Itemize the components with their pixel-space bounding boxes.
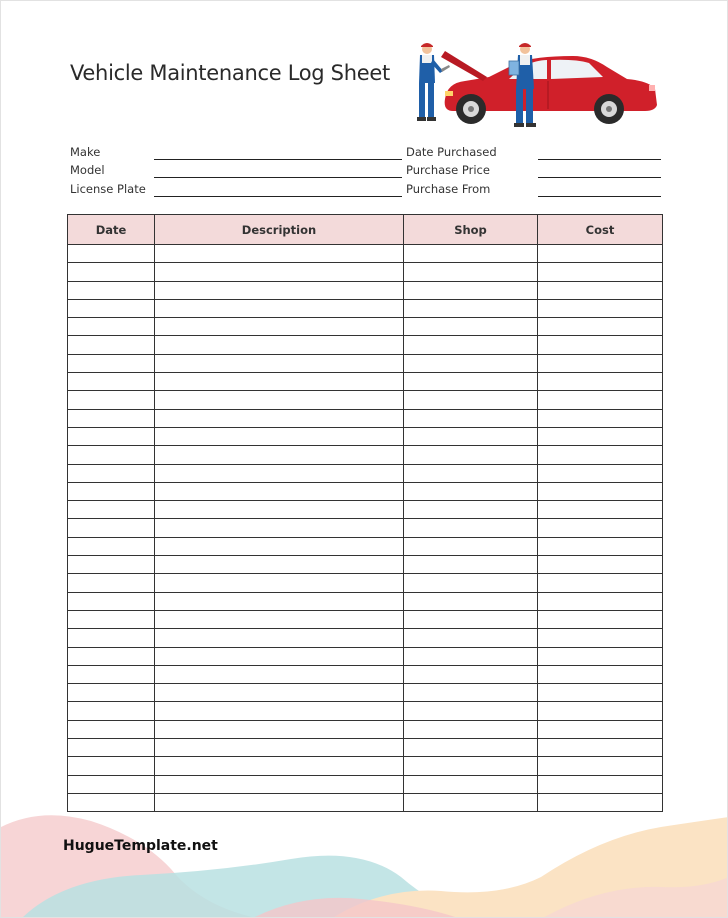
license-plate-field[interactable]	[154, 196, 402, 197]
cell-date[interactable]	[68, 354, 155, 372]
cell-shop[interactable]	[404, 775, 538, 793]
cell-shop[interactable]	[404, 427, 538, 445]
cell-description[interactable]	[155, 702, 404, 720]
cell-description[interactable]	[155, 318, 404, 336]
cell-cost[interactable]	[538, 409, 663, 427]
make-field[interactable]	[154, 159, 402, 160]
cell-description[interactable]	[155, 427, 404, 445]
cell-shop[interactable]	[404, 556, 538, 574]
table-row	[68, 665, 663, 683]
cell-date[interactable]	[68, 610, 155, 628]
cell-description[interactable]	[155, 610, 404, 628]
cell-cost[interactable]	[538, 501, 663, 519]
cell-cost[interactable]	[538, 757, 663, 775]
table-row	[68, 281, 663, 299]
cell-cost[interactable]	[538, 263, 663, 281]
cell-shop[interactable]	[404, 629, 538, 647]
cell-cost[interactable]	[538, 684, 663, 702]
cell-cost[interactable]	[538, 482, 663, 500]
table-body	[68, 245, 663, 812]
cell-description[interactable]	[155, 446, 404, 464]
decorative-waves	[1, 807, 728, 918]
cell-cost[interactable]	[538, 647, 663, 665]
cell-cost[interactable]	[538, 556, 663, 574]
column-header-description: Description	[155, 215, 404, 245]
cell-cost[interactable]	[538, 391, 663, 409]
table-row	[68, 702, 663, 720]
column-header-date: Date	[68, 215, 155, 245]
cell-description[interactable]	[155, 720, 404, 738]
mechanics-repairing-red-car-icon	[405, 39, 661, 131]
cell-shop[interactable]	[404, 519, 538, 537]
cell-cost[interactable]	[538, 702, 663, 720]
cell-date[interactable]	[68, 336, 155, 354]
cell-date[interactable]	[68, 556, 155, 574]
cell-description[interactable]	[155, 684, 404, 702]
cell-date[interactable]	[68, 629, 155, 647]
cell-description[interactable]	[155, 556, 404, 574]
table-row	[68, 245, 663, 263]
cell-date[interactable]	[68, 720, 155, 738]
cell-description[interactable]	[155, 739, 404, 757]
cell-date[interactable]	[68, 245, 155, 263]
table-row	[68, 446, 663, 464]
date-purchased-label: Date Purchased	[406, 145, 497, 159]
cell-shop[interactable]	[404, 537, 538, 555]
cell-shop[interactable]	[404, 702, 538, 720]
table-row	[68, 739, 663, 757]
model-label: Model	[70, 163, 105, 177]
table-header-row	[68, 215, 663, 245]
cell-shop[interactable]	[404, 446, 538, 464]
table-row	[68, 354, 663, 372]
cell-shop[interactable]	[404, 720, 538, 738]
cell-shop[interactable]	[404, 409, 538, 427]
cell-cost[interactable]	[538, 775, 663, 793]
table-row	[68, 684, 663, 702]
cell-description[interactable]	[155, 592, 404, 610]
cell-cost[interactable]	[538, 574, 663, 592]
cell-description[interactable]	[155, 373, 404, 391]
cell-description[interactable]	[155, 665, 404, 683]
table-row	[68, 556, 663, 574]
purchase-from-field[interactable]	[538, 196, 661, 197]
cell-cost[interactable]	[538, 245, 663, 263]
purchase-price-label: Purchase Price	[406, 163, 490, 177]
cell-shop[interactable]	[404, 574, 538, 592]
cell-date[interactable]	[68, 702, 155, 720]
table-row	[68, 336, 663, 354]
cell-date[interactable]	[68, 299, 155, 317]
cell-description[interactable]	[155, 409, 404, 427]
cell-cost[interactable]	[538, 592, 663, 610]
table-row	[68, 519, 663, 537]
cell-shop[interactable]	[404, 501, 538, 519]
cell-shop[interactable]	[404, 739, 538, 757]
date-purchased-field[interactable]	[538, 159, 661, 160]
cell-shop[interactable]	[404, 482, 538, 500]
table-row	[68, 720, 663, 738]
cell-date[interactable]	[68, 739, 155, 757]
cell-date[interactable]	[68, 501, 155, 519]
purchase-price-field[interactable]	[538, 177, 661, 178]
cell-date[interactable]	[68, 318, 155, 336]
cell-cost[interactable]	[538, 373, 663, 391]
cell-cost[interactable]	[538, 629, 663, 647]
make-label: Make	[70, 145, 101, 159]
cell-cost[interactable]	[538, 354, 663, 372]
cell-date[interactable]	[68, 519, 155, 537]
cell-description[interactable]	[155, 757, 404, 775]
cell-shop[interactable]	[404, 647, 538, 665]
cell-shop[interactable]	[404, 318, 538, 336]
cell-description[interactable]	[155, 775, 404, 793]
cell-cost[interactable]	[538, 665, 663, 683]
table-row	[68, 427, 663, 445]
cell-shop[interactable]	[404, 464, 538, 482]
cell-shop[interactable]	[404, 610, 538, 628]
cell-description[interactable]	[155, 537, 404, 555]
cell-date[interactable]	[68, 482, 155, 500]
table-row	[68, 610, 663, 628]
cell-description[interactable]	[155, 464, 404, 482]
cell-description[interactable]	[155, 574, 404, 592]
table-row	[68, 373, 663, 391]
license-plate-label: License Plate	[70, 182, 146, 196]
purchase-from-label: Purchase From	[406, 182, 491, 196]
cell-shop[interactable]	[404, 665, 538, 683]
cell-cost[interactable]	[538, 739, 663, 757]
cell-date[interactable]	[68, 281, 155, 299]
cell-description[interactable]	[155, 629, 404, 647]
cell-date[interactable]	[68, 647, 155, 665]
cell-shop[interactable]	[404, 245, 538, 263]
table-row	[68, 263, 663, 281]
footer-brand: HugueTemplate.net	[63, 838, 218, 854]
column-header-shop: Shop	[404, 215, 538, 245]
table-row	[68, 592, 663, 610]
cell-description[interactable]	[155, 391, 404, 409]
model-field[interactable]	[154, 177, 402, 178]
cell-date[interactable]	[68, 446, 155, 464]
cell-cost[interactable]	[538, 427, 663, 445]
cell-shop[interactable]	[404, 281, 538, 299]
cell-date[interactable]	[68, 684, 155, 702]
table-row	[68, 482, 663, 500]
cell-shop[interactable]	[404, 336, 538, 354]
cell-description[interactable]	[155, 281, 404, 299]
cell-date[interactable]	[68, 537, 155, 555]
cell-description[interactable]	[155, 245, 404, 263]
cell-cost[interactable]	[538, 281, 663, 299]
cell-shop[interactable]	[404, 373, 538, 391]
cell-description[interactable]	[155, 647, 404, 665]
cell-cost[interactable]	[538, 446, 663, 464]
cell-date[interactable]	[68, 574, 155, 592]
table-row	[68, 318, 663, 336]
cell-shop[interactable]	[404, 263, 538, 281]
maintenance-log-table	[67, 214, 663, 812]
cell-shop[interactable]	[404, 757, 538, 775]
table-row	[68, 464, 663, 482]
table-row	[68, 647, 663, 665]
cell-date[interactable]	[68, 427, 155, 445]
table-row	[68, 757, 663, 775]
table-row	[68, 299, 663, 317]
cell-date[interactable]	[68, 263, 155, 281]
cell-cost[interactable]	[538, 299, 663, 317]
cell-description[interactable]	[155, 519, 404, 537]
cell-description[interactable]	[155, 299, 404, 317]
cell-shop[interactable]	[404, 391, 538, 409]
cell-cost[interactable]	[538, 720, 663, 738]
cell-shop[interactable]	[404, 299, 538, 317]
cell-date[interactable]	[68, 373, 155, 391]
table-row	[68, 537, 663, 555]
cell-date[interactable]	[68, 409, 155, 427]
table-row	[68, 409, 663, 427]
table-row	[68, 775, 663, 793]
table-row	[68, 574, 663, 592]
cell-description[interactable]	[155, 336, 404, 354]
cell-date[interactable]	[68, 391, 155, 409]
cell-description[interactable]	[155, 354, 404, 372]
cell-date[interactable]	[68, 757, 155, 775]
cell-shop[interactable]	[404, 592, 538, 610]
cell-cost[interactable]	[538, 464, 663, 482]
cell-cost[interactable]	[538, 537, 663, 555]
cell-cost[interactable]	[538, 318, 663, 336]
cell-shop[interactable]	[404, 684, 538, 702]
cell-cost[interactable]	[538, 519, 663, 537]
column-header-cost: Cost	[538, 215, 663, 245]
cell-date[interactable]	[68, 775, 155, 793]
page-title: Vehicle Maintenance Log Sheet	[70, 61, 390, 85]
cell-date[interactable]	[68, 464, 155, 482]
cell-cost[interactable]	[538, 336, 663, 354]
cell-description[interactable]	[155, 482, 404, 500]
table-row	[68, 629, 663, 647]
cell-date[interactable]	[68, 665, 155, 683]
cell-cost[interactable]	[538, 610, 663, 628]
table-row	[68, 501, 663, 519]
cell-shop[interactable]	[404, 354, 538, 372]
cell-description[interactable]	[155, 501, 404, 519]
table-row	[68, 391, 663, 409]
cell-description[interactable]	[155, 263, 404, 281]
cell-date[interactable]	[68, 592, 155, 610]
